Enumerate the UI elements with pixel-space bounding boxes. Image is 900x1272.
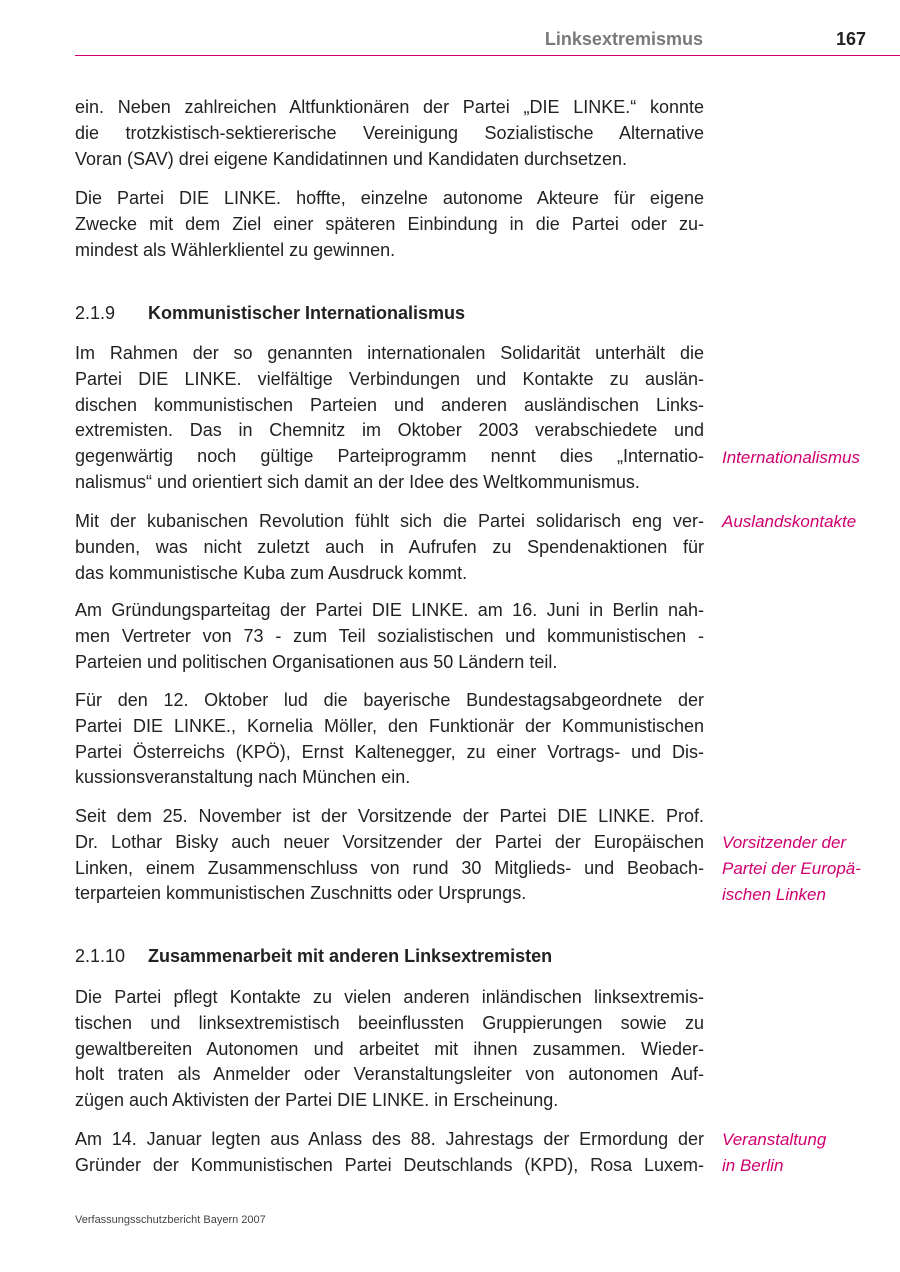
text-line: terparteien kommunistischen Zuschnitts oder Ursprungs. [75, 883, 527, 904]
paragraph [75, 341, 704, 496]
text-line: mindest als Wählerklientel zu gewinnen. [75, 239, 396, 260]
margin-note-line: Vorsitzender der [722, 833, 847, 852]
running-header-title: Linksextremismus [544, 29, 703, 49]
section-heading [75, 946, 552, 967]
text-line: Partei Österreichs (KPÖ), Ernst Kaltenegger, zu einer Vortrags- und Dis- [75, 741, 704, 762]
paragraph [75, 1127, 704, 1179]
text-line: kussionsveranstaltung nach München ein. [75, 767, 411, 788]
text-line: zügen auch Aktivisten der Partei DIE LINKE. in Erscheinung. [75, 1090, 559, 1111]
text-line: nalismus“ und orientiert sich damit an der Idee des Weltkommunismus. [75, 471, 640, 492]
margin-note-line: Partei der Europä- [722, 858, 861, 878]
margin-note-line: Auslandskontakte [722, 512, 857, 531]
text-line: ein. Neben zahlreichen Altfunktionären der Partei „DIE LINKE.“ konnte [75, 97, 704, 117]
margin-note-line: ischen Linken [722, 884, 826, 904]
text-line: Partei DIE LINKE., Kornelia Möller, den Funktionär der Kommunistischen [75, 715, 704, 736]
text-line: men Vertreter von 73 - zum Teil sozialistischen und kommunistischen - [75, 625, 704, 646]
text-line: Seit dem 25. November ist der Vorsitzende der Partei DIE LINKE. Prof. [75, 806, 704, 826]
section-title: Kommunistischer Internationalismus [148, 303, 466, 323]
section-title: Zusammenarbeit mit anderen Linksextremisten [148, 946, 553, 966]
text-line: die trotzkistisch-sektiererische Vereinigung Sozialistische Alternative [75, 122, 704, 143]
text-line: Linken, einem Zusammenschluss von rund 30 Mitglieds- und Beobach- [75, 857, 704, 878]
page-number: 167 [835, 29, 866, 49]
text-line: Die Partei pflegt Kontakte zu vielen anderen inländischen linksextremis- [75, 987, 704, 1007]
text-line: Zwecke mit dem Ziel einer späteren Einbindung in die Partei oder zu- [75, 213, 704, 234]
margin-note [722, 830, 892, 907]
footer-text: Verfassungsschutzbericht Bayern 2007 [75, 1214, 266, 1226]
margin-note [722, 445, 892, 471]
paragraph [75, 804, 704, 907]
paragraph [75, 985, 704, 1114]
header-rule [75, 55, 900, 56]
section-number: 2.1.9 [75, 303, 116, 323]
paragraph [75, 688, 704, 791]
section-heading [75, 303, 465, 324]
text-line: extremisten. Das in Chemnitz im Oktober 2003 verabschiedete und [75, 420, 704, 441]
text-line: bunden, was nicht zuletzt auch in Aufrufen zu Spendenaktionen für [75, 536, 704, 557]
text-line: Mit der kubanischen Revolution fühlt sich die Partei solidarisch eng ver- [75, 511, 704, 531]
text-line: holt traten als Anmelder oder Veranstaltungsleiter von autonomen Auf- [75, 1064, 704, 1085]
text-line: Dr. Lothar Bisky auch neuer Vorsitzender der Partei der Europäischen [75, 831, 704, 852]
text-line: tischen und linksextremistisch beeinflussten Gruppierungen sowie zu [75, 1012, 704, 1033]
text-line: Gründer der Kommunistischen Partei Deutschlands (KPD), Rosa Luxem- [75, 1154, 704, 1175]
text-line: Die Partei DIE LINKE. hoffte, einzelne autonome Akteure für eigene [75, 188, 704, 208]
text-line: Partei DIE LINKE. vielfältige Verbindungen und Kontakte zu auslän- [75, 368, 704, 389]
text-line: Für den 12. Oktober lud die bayerische Bundestagsabgeordnete der [75, 690, 704, 710]
text-line: gegenwärtig noch gültige Parteiprogramm nennt dies „Internatio- [75, 446, 704, 467]
text-line: Voran (SAV) drei eigene Kandidatinnen und Kandidaten durchsetzen. [75, 148, 628, 169]
paragraph [75, 186, 704, 263]
margin-note-line: Internationalismus [722, 448, 860, 467]
paragraph [75, 95, 704, 172]
paragraph [75, 598, 704, 675]
text-line: Im Rahmen der so genannten internationalen Solidarität unterhält die [75, 343, 704, 363]
margin-note [722, 1127, 892, 1179]
margin-note-line: Veranstaltung [722, 1130, 827, 1149]
margin-note-line: in Berlin [722, 1155, 784, 1175]
paragraph [75, 509, 704, 586]
text-line: Parteien und politischen Organisationen aus 50 Ländern teil. [75, 651, 558, 672]
text-line: gewaltbereiten Autonomen und arbeitet mit ihnen zusammen. Wieder- [75, 1038, 704, 1059]
text-line: das kommunistische Kuba zum Ausdruck kommt. [75, 562, 468, 583]
section-number: 2.1.10 [75, 946, 126, 966]
text-line: Am Gründungsparteitag der Partei DIE LINKE. am 16. Juni in Berlin nah- [75, 600, 704, 620]
margin-note [722, 509, 892, 535]
text-line: dischen kommunistischen Parteien und anderen ausländischen Links- [75, 394, 704, 415]
text-line: Am 14. Januar legten aus Anlass des 88. Jahrestags der Ermordung der [75, 1129, 704, 1149]
